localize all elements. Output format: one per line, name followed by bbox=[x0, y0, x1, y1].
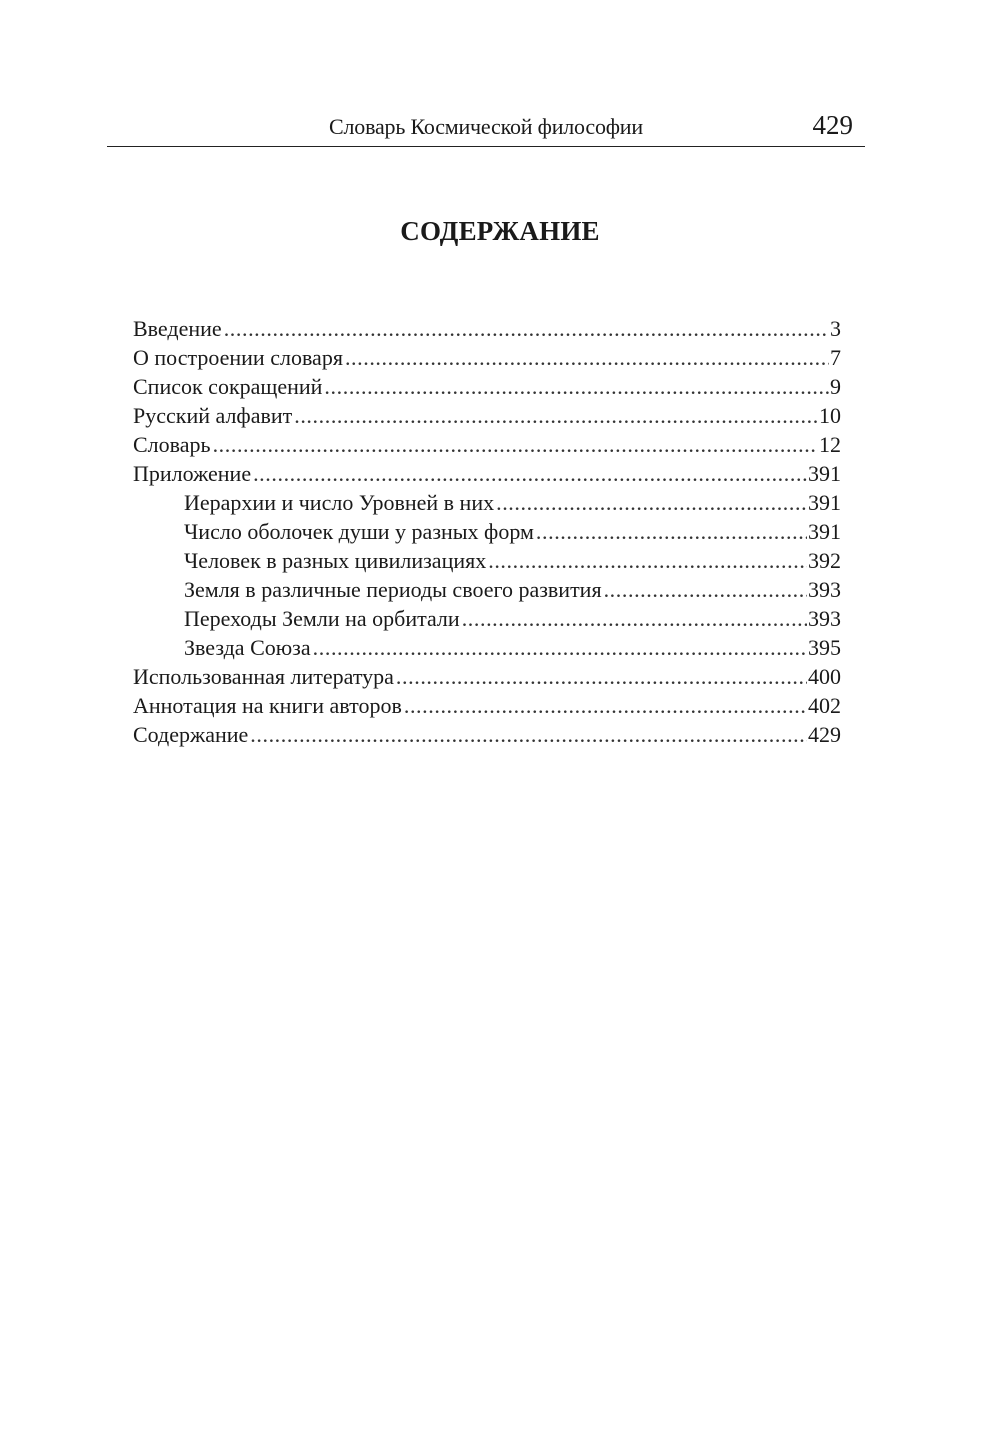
dot-leader bbox=[250, 720, 807, 749]
toc-entry-page: 7 bbox=[830, 345, 841, 370]
toc-entry-label: Словарь bbox=[133, 432, 211, 457]
toc-entry bbox=[133, 343, 841, 372]
toc-entry-label: О построении словаря bbox=[133, 345, 343, 370]
toc-subentry bbox=[133, 517, 841, 546]
toc-subentry bbox=[133, 575, 841, 604]
dot-leader bbox=[213, 430, 818, 459]
toc-entry-label: Список сокращений bbox=[133, 374, 323, 399]
toc-entry-page: 10 bbox=[819, 403, 841, 428]
toc-subentry bbox=[133, 488, 841, 517]
toc-title: СОДЕРЖАНИЕ bbox=[400, 216, 600, 246]
toc-subentry bbox=[133, 546, 841, 575]
toc-entry-label: Аннотация на книги авторов bbox=[133, 693, 402, 718]
toc-entry-page: 395 bbox=[808, 635, 841, 660]
dot-leader bbox=[396, 662, 807, 691]
dot-leader bbox=[488, 546, 807, 575]
toc-entry-page: 12 bbox=[819, 432, 841, 457]
toc-entry-page: 402 bbox=[808, 693, 841, 718]
dot-leader bbox=[496, 488, 807, 517]
toc-entry-page: 393 bbox=[808, 577, 841, 602]
dot-leader bbox=[536, 517, 807, 546]
dot-leader bbox=[604, 575, 807, 604]
toc-entry bbox=[133, 430, 841, 459]
dot-leader bbox=[324, 372, 829, 401]
running-head bbox=[107, 110, 865, 146]
toc-entry bbox=[133, 314, 841, 343]
header-rule bbox=[107, 146, 865, 147]
toc-entry-page: 391 bbox=[808, 490, 841, 515]
dot-leader bbox=[313, 633, 807, 662]
page-number: 429 bbox=[812, 110, 853, 140]
toc-entry-label: Введение bbox=[133, 316, 222, 341]
toc-entry-label: Звезда Союза bbox=[184, 635, 311, 660]
dot-leader bbox=[345, 343, 829, 372]
toc-entry-label: Иерархии и число Уровней в них bbox=[184, 490, 495, 515]
toc-entry-page: 391 bbox=[808, 519, 841, 544]
toc-entry-label: Использованная литература bbox=[133, 664, 394, 689]
toc-entry-label: Содержание bbox=[133, 722, 249, 747]
dot-leader bbox=[462, 604, 807, 633]
dot-leader bbox=[253, 459, 807, 488]
toc-entry-page: 400 bbox=[808, 664, 841, 689]
toc-entry-label: Число оболочек души у разных форм bbox=[184, 519, 534, 544]
dot-leader bbox=[294, 401, 818, 430]
toc-entry-label: Приложение bbox=[133, 461, 252, 486]
toc-entry-page: 391 bbox=[808, 461, 841, 486]
running-title: Словарь Космической философии bbox=[329, 114, 643, 139]
table-of-contents bbox=[133, 314, 841, 749]
toc-entry-page: 9 bbox=[830, 374, 841, 399]
toc-entry-page: 393 bbox=[808, 606, 841, 631]
toc-entry bbox=[133, 691, 841, 720]
toc-entry-page: 429 bbox=[808, 722, 841, 747]
toc-entry bbox=[133, 372, 841, 401]
toc-entry-page: 3 bbox=[830, 316, 841, 341]
toc-entry-label: Переходы Земли на орбитали bbox=[184, 606, 460, 631]
toc-entry-label: Русский алфавит bbox=[133, 403, 293, 428]
toc-entry bbox=[133, 401, 841, 430]
toc-entry-label: Человек в разных цивилизациях bbox=[184, 548, 487, 573]
dot-leader bbox=[224, 314, 829, 343]
toc-subentry bbox=[133, 604, 841, 633]
toc-entry-label: Земля в различные периоды своего развития bbox=[184, 577, 602, 602]
toc-entry bbox=[133, 662, 841, 691]
toc-entry bbox=[133, 459, 841, 488]
dot-leader bbox=[404, 691, 807, 720]
toc-entry bbox=[133, 720, 841, 749]
toc-subentry bbox=[133, 633, 841, 662]
toc-entry-page: 392 bbox=[808, 548, 841, 573]
